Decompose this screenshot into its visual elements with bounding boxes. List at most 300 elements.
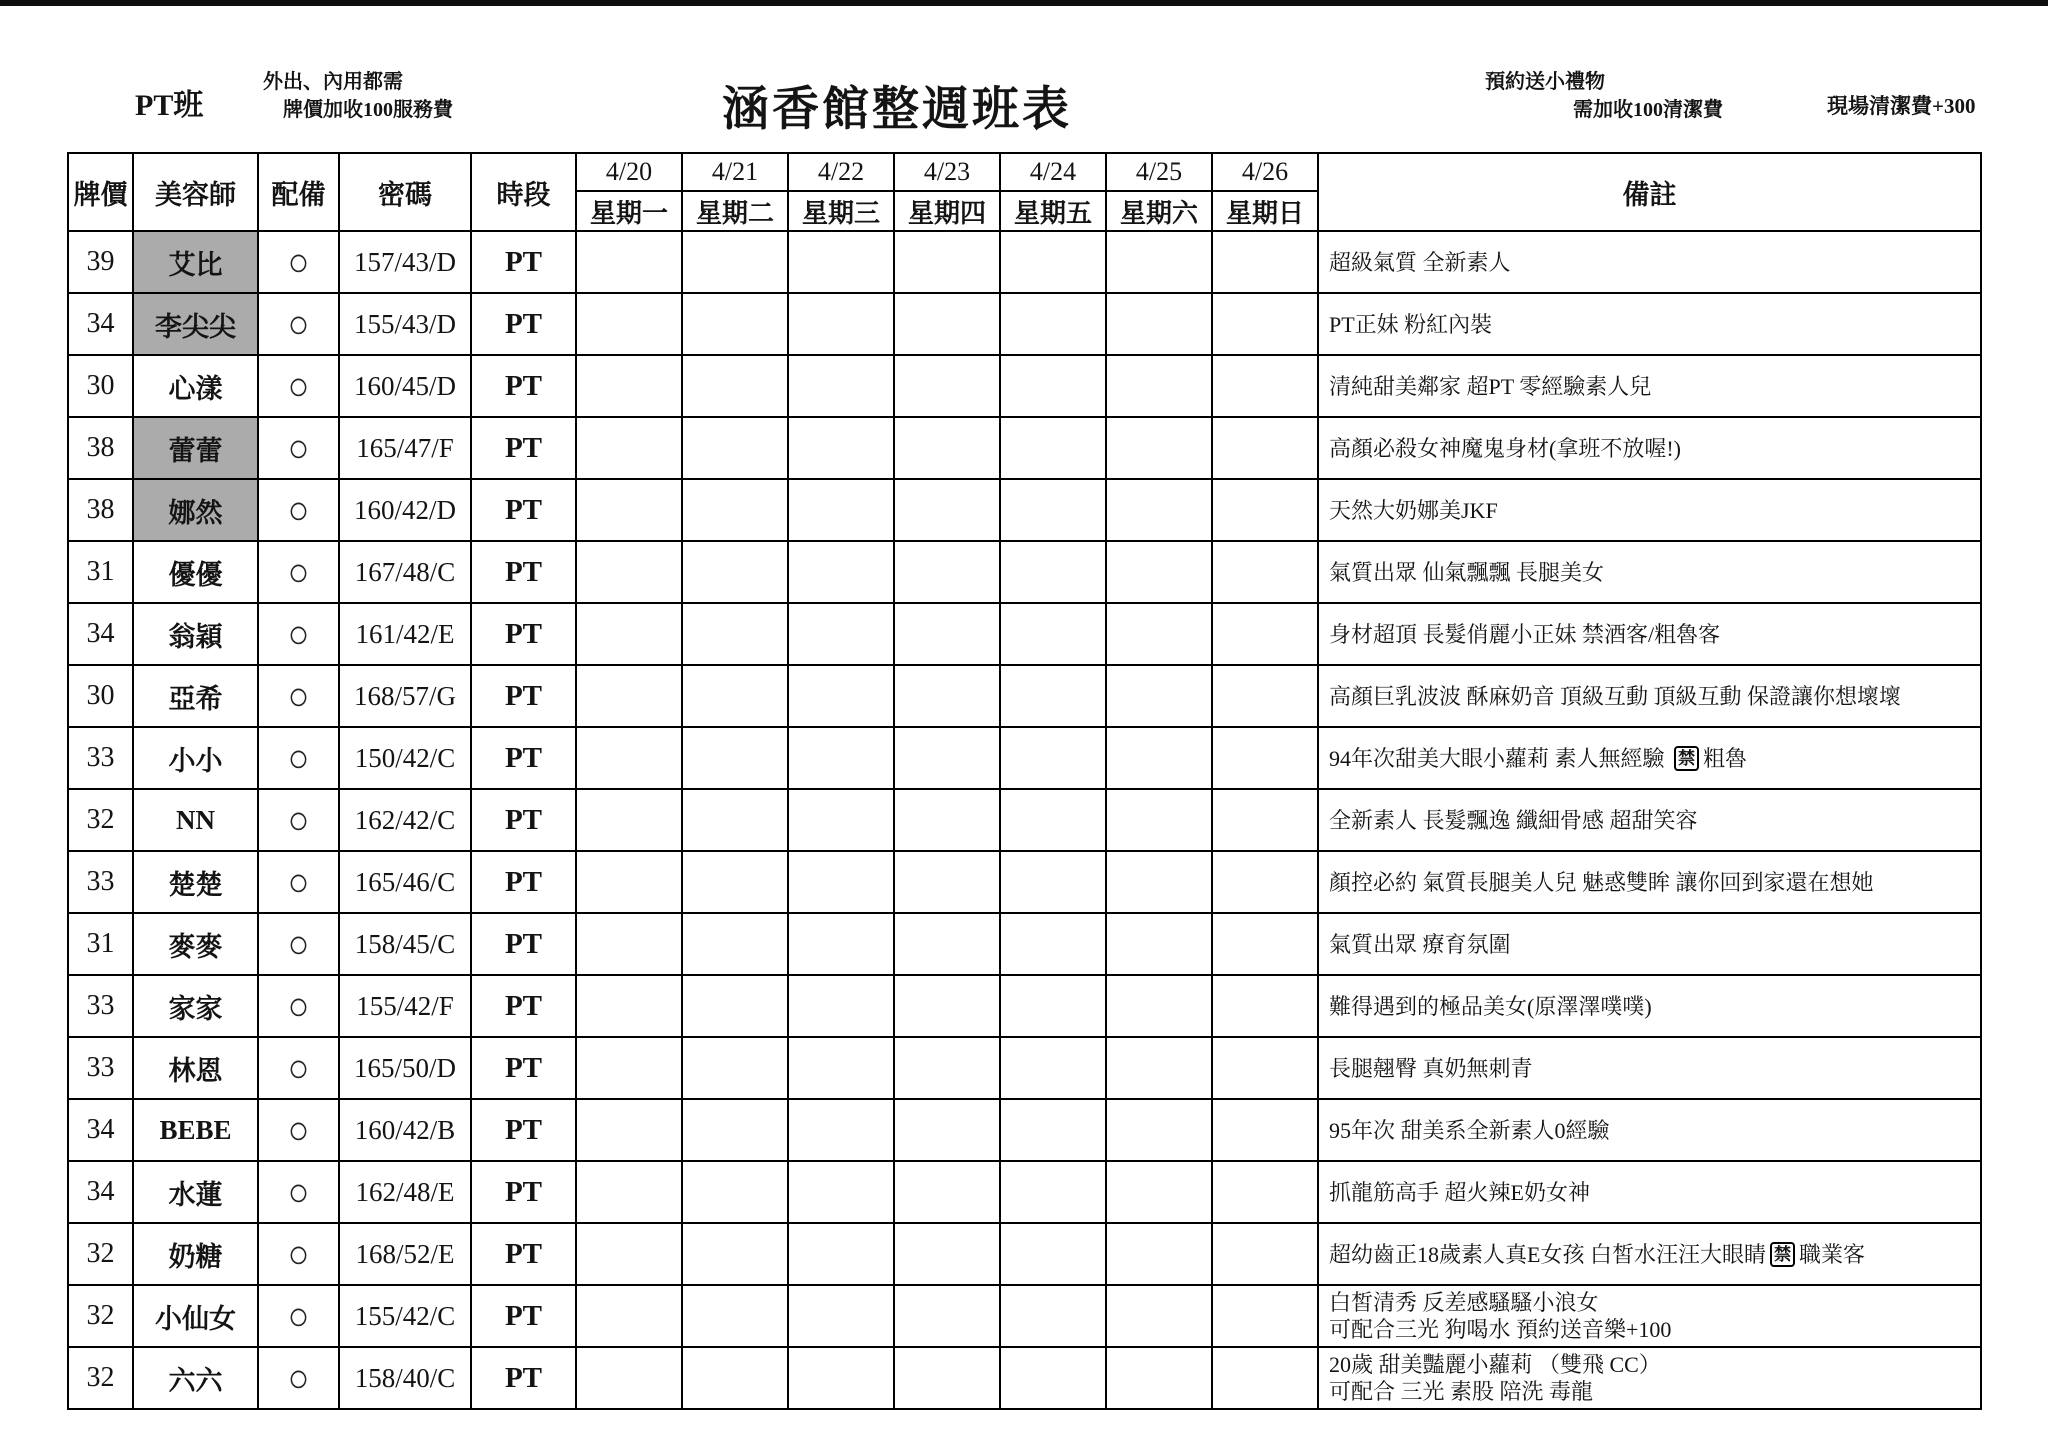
equipment-cell: [258, 1223, 339, 1285]
schedule-cell-4/22: [788, 355, 894, 417]
shift-cell: PT: [471, 603, 576, 665]
weekday-header-星期五: 星期五: [1000, 191, 1106, 231]
schedule-cell-4/24: [1000, 293, 1106, 355]
remark-cell: [1318, 1099, 1981, 1161]
col-header-code: 密碼: [339, 153, 471, 231]
shift-cell: PT: [471, 665, 576, 727]
schedule-cell-4/21: [682, 851, 788, 913]
schedule-cell-4/26: [1212, 355, 1318, 417]
name-cell: 楚楚: [133, 851, 258, 913]
price-cell: 34: [68, 293, 133, 355]
schedule-cell-4/23: [894, 1223, 1000, 1285]
name-cell: 蕾蕾: [133, 417, 258, 479]
date-header-4/26: 4/26: [1212, 153, 1318, 191]
equipment-cell: [258, 727, 339, 789]
schedule-cell-4/22: [788, 1285, 894, 1347]
date-header-4/23: 4/23: [894, 153, 1000, 191]
remark-cell: [1318, 975, 1981, 1037]
service-fee-note-line1: 外出、內用都需: [263, 71, 403, 93]
shift-cell: PT: [471, 355, 576, 417]
remark-line: 氣質出眾 療育氛圍: [1329, 931, 1511, 957]
shift-cell: PT: [471, 417, 576, 479]
remark-line: 95年次 甜美系全新素人0經驗: [1329, 1117, 1610, 1143]
scan-edge-line: [0, 0, 2048, 6]
shift-cell: PT: [471, 789, 576, 851]
schedule-cell-4/23: [894, 975, 1000, 1037]
date-header-4/22: 4/22: [788, 153, 894, 191]
schedule-cell-4/26: [1212, 1037, 1318, 1099]
schedule-cell-4/26: [1212, 479, 1318, 541]
schedule-cell-4/20: [576, 1161, 682, 1223]
schedule-cell-4/21: [682, 293, 788, 355]
equipment-cell: [258, 1347, 339, 1409]
schedule-cell-4/22: [788, 603, 894, 665]
schedule-cell-4/23: [894, 665, 1000, 727]
col-header-beautician: 美容師: [133, 153, 258, 231]
remark-line: 身材超頂 長髮俏麗小正妹 禁酒客/粗魯客: [1329, 621, 1721, 647]
code-cell: 162/48/E: [339, 1161, 471, 1223]
shift-cell: PT: [471, 479, 576, 541]
table-row: [68, 727, 1981, 789]
date-header-4/24: 4/24: [1000, 153, 1106, 191]
schedule-cell-4/21: [682, 417, 788, 479]
equipment-cell: [258, 355, 339, 417]
weekday-header-星期四: 星期四: [894, 191, 1000, 231]
price-cell: 33: [68, 975, 133, 1037]
table-row: [68, 231, 1981, 293]
name-cell: 李尖尖: [133, 293, 258, 355]
date-header-4/20: 4/20: [576, 153, 682, 191]
remark-cell: [1318, 293, 1981, 355]
circle-icon: ○: [287, 859, 310, 905]
circle-icon: ○: [287, 549, 310, 595]
schedule-cell-4/22: [788, 1223, 894, 1285]
remark-cell: [1318, 1037, 1981, 1099]
equipment-cell: [258, 975, 339, 1037]
forbidden-badge-icon: 禁: [1674, 746, 1699, 771]
schedule-cell-4/26: [1212, 1161, 1318, 1223]
name-cell: 小小: [133, 727, 258, 789]
equipment-cell: [258, 479, 339, 541]
schedule-cell-4/24: [1000, 851, 1106, 913]
weekly-schedule-table: [67, 152, 1982, 1410]
remark-cell: [1318, 1223, 1981, 1285]
equipment-cell: [258, 541, 339, 603]
schedule-cell-4/25: [1106, 975, 1212, 1037]
code-cell: 165/47/F: [339, 417, 471, 479]
remark-line: 20歲 甜美豔麗小蘿莉 （雙飛 CC）: [1329, 1352, 1661, 1377]
schedule-cell-4/25: [1106, 603, 1212, 665]
price-cell: 30: [68, 665, 133, 727]
remark-line: 高顏巨乳波波 酥麻奶音 頂級互動 頂級互動 保證讓你想壞壞: [1329, 683, 1902, 709]
circle-icon: ○: [287, 611, 310, 657]
table-row: [68, 1285, 1981, 1347]
schedule-cell-4/25: [1106, 1347, 1212, 1409]
schedule-cell-4/20: [576, 1347, 682, 1409]
remark-line: 氣質出眾 仙氣飄飄 長腿美女: [1329, 559, 1605, 585]
schedule-cell-4/22: [788, 789, 894, 851]
circle-icon: ○: [287, 673, 310, 719]
table-row: [68, 355, 1981, 417]
schedule-cell-4/20: [576, 727, 682, 789]
schedule-cell-4/21: [682, 975, 788, 1037]
schedule-cell-4/21: [682, 789, 788, 851]
table-row: [68, 665, 1981, 727]
remark-line: 全新素人 長髮飄逸 纖細骨感 超甜笑容: [1329, 807, 1698, 833]
name-cell: 林恩: [133, 1037, 258, 1099]
weekday-header-星期日: 星期日: [1212, 191, 1318, 231]
table-row: [68, 1099, 1981, 1161]
name-cell: 麥麥: [133, 913, 258, 975]
schedule-cell-4/20: [576, 293, 682, 355]
schedule-cell-4/25: [1106, 727, 1212, 789]
schedule-cell-4/25: [1106, 665, 1212, 727]
schedule-cell-4/20: [576, 665, 682, 727]
schedule-cell-4/22: [788, 1037, 894, 1099]
schedule-cell-4/24: [1000, 665, 1106, 727]
remark-cell: [1318, 417, 1981, 479]
schedule-cell-4/26: [1212, 293, 1318, 355]
circle-icon: ○: [287, 239, 310, 285]
schedule-cell-4/23: [894, 789, 1000, 851]
shift-cell: PT: [471, 541, 576, 603]
circle-icon: ○: [287, 735, 310, 781]
schedule-cell-4/25: [1106, 479, 1212, 541]
schedule-cell-4/21: [682, 541, 788, 603]
remark-line: 超級氣質 全新素人: [1329, 249, 1511, 275]
table-row: [68, 975, 1981, 1037]
schedule-cell-4/25: [1106, 231, 1212, 293]
schedule-cell-4/24: [1000, 789, 1106, 851]
code-cell: 155/42/C: [339, 1285, 471, 1347]
equipment-cell: [258, 665, 339, 727]
schedule-cell-4/23: [894, 417, 1000, 479]
schedule-cell-4/23: [894, 479, 1000, 541]
schedule-cell-4/21: [682, 727, 788, 789]
schedule-cell-4/22: [788, 851, 894, 913]
price-cell: 32: [68, 1223, 133, 1285]
shift-cell: PT: [471, 1161, 576, 1223]
circle-icon: ○: [287, 301, 310, 347]
schedule-cell-4/23: [894, 541, 1000, 603]
schedule-cell-4/22: [788, 975, 894, 1037]
schedule-cell-4/26: [1212, 541, 1318, 603]
price-cell: 34: [68, 603, 133, 665]
price-cell: 33: [68, 727, 133, 789]
equipment-cell: [258, 851, 339, 913]
schedule-cell-4/21: [682, 1037, 788, 1099]
code-cell: 165/46/C: [339, 851, 471, 913]
schedule-cell-4/22: [788, 1347, 894, 1409]
schedule-cell-4/20: [576, 479, 682, 541]
shift-cell: PT: [471, 1099, 576, 1161]
shift-cell: PT: [471, 851, 576, 913]
code-cell: 155/42/F: [339, 975, 471, 1037]
schedule-cell-4/20: [576, 975, 682, 1037]
schedule-cell-4/23: [894, 293, 1000, 355]
table-row: [68, 479, 1981, 541]
code-cell: 167/48/C: [339, 541, 471, 603]
code-cell: 150/42/C: [339, 727, 471, 789]
schedule-cell-4/24: [1000, 727, 1106, 789]
table-row: [68, 1347, 1981, 1409]
table-row: [68, 1161, 1981, 1223]
table-row: [68, 1223, 1981, 1285]
schedule-cell-4/23: [894, 1037, 1000, 1099]
equipment-cell: [258, 603, 339, 665]
schedule-cell-4/24: [1000, 1347, 1106, 1409]
service-fee-note-line2: 牌價加收100服務費: [283, 99, 453, 121]
schedule-cell-4/25: [1106, 417, 1212, 479]
schedule-cell-4/21: [682, 1223, 788, 1285]
schedule-cell-4/22: [788, 727, 894, 789]
schedule-cell-4/23: [894, 1285, 1000, 1347]
name-cell: 亞希: [133, 665, 258, 727]
table-row: [68, 1037, 1981, 1099]
equipment-cell: [258, 1037, 339, 1099]
schedule-cell-4/22: [788, 1161, 894, 1223]
schedule-cell-4/23: [894, 727, 1000, 789]
schedule-cell-4/24: [1000, 913, 1106, 975]
onsite-cleaning-fee-note: 現場清潔費+300: [1827, 94, 1976, 118]
name-cell: 翁穎: [133, 603, 258, 665]
circle-icon: ○: [287, 1169, 310, 1215]
col-header-remarks: 備註: [1318, 153, 1981, 231]
schedule-cell-4/24: [1000, 1099, 1106, 1161]
code-cell: 157/43/D: [339, 231, 471, 293]
circle-icon: ○: [287, 797, 310, 843]
table-row: [68, 293, 1981, 355]
schedule-cell-4/23: [894, 355, 1000, 417]
date-header-4/21: 4/21: [682, 153, 788, 191]
code-cell: 162/42/C: [339, 789, 471, 851]
schedule-cell-4/23: [894, 913, 1000, 975]
schedule-cell-4/21: [682, 1161, 788, 1223]
schedule-cell-4/21: [682, 479, 788, 541]
shift-cell: PT: [471, 975, 576, 1037]
table-row: [68, 541, 1981, 603]
schedule-cell-4/24: [1000, 355, 1106, 417]
remark-cell: [1318, 913, 1981, 975]
remark-line: 可配合 三光 素股 陪洗 毒龍: [1329, 1379, 1594, 1404]
remark-line: PT正妹 粉紅內裝: [1329, 311, 1493, 337]
service-fee-note: [263, 68, 453, 124]
schedule-cell-4/20: [576, 603, 682, 665]
schedule-cell-4/24: [1000, 479, 1106, 541]
remark-cell: [1318, 603, 1981, 665]
code-cell: 160/42/D: [339, 479, 471, 541]
schedule-cell-4/24: [1000, 231, 1106, 293]
schedule-cell-4/22: [788, 665, 894, 727]
remark-cell: [1318, 789, 1981, 851]
equipment-cell: [258, 293, 339, 355]
schedule-cell-4/20: [576, 1037, 682, 1099]
remark-line: 高顏必殺女神魔鬼身材(拿班不放喔!): [1329, 435, 1681, 461]
shift-cell: PT: [471, 293, 576, 355]
price-cell: 38: [68, 417, 133, 479]
schedule-cell-4/20: [576, 789, 682, 851]
schedule-cell-4/21: [682, 665, 788, 727]
schedule-cell-4/21: [682, 1099, 788, 1161]
shift-cell: PT: [471, 727, 576, 789]
price-cell: 34: [68, 1161, 133, 1223]
code-cell: 161/42/E: [339, 603, 471, 665]
schedule-cell-4/22: [788, 1099, 894, 1161]
schedule-cell-4/25: [1106, 293, 1212, 355]
name-cell: 心漾: [133, 355, 258, 417]
shift-cell: PT: [471, 1347, 576, 1409]
circle-icon: ○: [287, 1045, 310, 1091]
forbidden-badge-icon: 禁: [1770, 1242, 1795, 1267]
schedule-cell-4/23: [894, 231, 1000, 293]
col-header-shift: 時段: [471, 153, 576, 231]
name-cell: 奶糖: [133, 1223, 258, 1285]
remark-cell: [1318, 1161, 1981, 1223]
booking-gift-note-line2: 需加收100清潔費: [1573, 99, 1723, 121]
schedule-cell-4/26: [1212, 789, 1318, 851]
schedule-cell-4/20: [576, 913, 682, 975]
schedule-cell-4/26: [1212, 1223, 1318, 1285]
schedule-cell-4/23: [894, 603, 1000, 665]
schedule-cell-4/20: [576, 231, 682, 293]
name-cell: NN: [133, 789, 258, 851]
schedule-cell-4/26: [1212, 975, 1318, 1037]
schedule-cell-4/25: [1106, 913, 1212, 975]
code-cell: 155/43/D: [339, 293, 471, 355]
circle-icon: ○: [287, 921, 310, 967]
schedule-cell-4/23: [894, 1099, 1000, 1161]
schedule-cell-4/23: [894, 1347, 1000, 1409]
name-cell: 小仙女: [133, 1285, 258, 1347]
name-cell: BEBE: [133, 1099, 258, 1161]
col-header-price: 牌價: [68, 153, 133, 231]
schedule-cell-4/24: [1000, 417, 1106, 479]
price-cell: 31: [68, 913, 133, 975]
code-cell: 165/50/D: [339, 1037, 471, 1099]
schedule-cell-4/22: [788, 541, 894, 603]
price-cell: 38: [68, 479, 133, 541]
price-cell: 31: [68, 541, 133, 603]
shift-cell: PT: [471, 1223, 576, 1285]
remark-line: 清純甜美鄰家 超PT 零經驗素人兒: [1329, 373, 1652, 399]
remark-line: 白皙清秀 反差感騷騷小浪女: [1329, 1290, 1599, 1315]
code-cell: 160/45/D: [339, 355, 471, 417]
class-label: PT班: [135, 89, 204, 122]
weekday-header-星期一: 星期一: [576, 191, 682, 231]
circle-icon: ○: [287, 487, 310, 533]
schedule-cell-4/24: [1000, 603, 1106, 665]
price-cell: 32: [68, 1285, 133, 1347]
name-cell: 六六: [133, 1347, 258, 1409]
remark-cell: [1318, 665, 1981, 727]
schedule-cell-4/21: [682, 603, 788, 665]
equipment-cell: [258, 913, 339, 975]
booking-gift-note: [1485, 68, 1723, 124]
code-cell: 158/45/C: [339, 913, 471, 975]
schedule-cell-4/24: [1000, 1037, 1106, 1099]
circle-icon: ○: [287, 983, 310, 1029]
schedule-cell-4/26: [1212, 417, 1318, 479]
booking-gift-note-line1: 預約送小禮物: [1485, 71, 1605, 93]
remark-line: 顏控必約 氣質長腿美人兒 魅惑雙眸 讓你回到家還在想她: [1329, 869, 1874, 895]
remark-cell: [1318, 727, 1981, 789]
schedule-cell-4/22: [788, 293, 894, 355]
schedule-cell-4/20: [576, 1285, 682, 1347]
remark-line: 長腿翹臀 真奶無刺青: [1329, 1055, 1533, 1081]
circle-icon: ○: [287, 1231, 310, 1277]
equipment-cell: [258, 417, 339, 479]
schedule-cell-4/21: [682, 913, 788, 975]
weekday-header-星期二: 星期二: [682, 191, 788, 231]
schedule-cell-4/26: [1212, 1099, 1318, 1161]
schedule-cell-4/23: [894, 851, 1000, 913]
name-cell: 家家: [133, 975, 258, 1037]
schedule-cell-4/24: [1000, 1285, 1106, 1347]
equipment-cell: [258, 1161, 339, 1223]
schedule-cell-4/25: [1106, 851, 1212, 913]
equipment-cell: [258, 231, 339, 293]
schedule-cell-4/25: [1106, 1161, 1212, 1223]
schedule-cell-4/20: [576, 851, 682, 913]
remark-line: 天然大奶娜美JKF: [1329, 497, 1498, 523]
schedule-cell-4/25: [1106, 541, 1212, 603]
circle-icon: ○: [287, 1355, 310, 1401]
name-cell: 艾比: [133, 231, 258, 293]
schedule-cell-4/22: [788, 417, 894, 479]
remark-line: 抓龍筋高手 超火辣E奶女神: [1329, 1179, 1590, 1205]
schedule-cell-4/25: [1106, 789, 1212, 851]
code-cell: 160/42/B: [339, 1099, 471, 1161]
circle-icon: ○: [287, 363, 310, 409]
name-cell: 優優: [133, 541, 258, 603]
schedule-cell-4/22: [788, 479, 894, 541]
remark-cell: [1318, 479, 1981, 541]
equipment-cell: [258, 1099, 339, 1161]
remark-cell: [1318, 1285, 1981, 1347]
schedule-cell-4/23: [894, 1161, 1000, 1223]
schedule-cell-4/20: [576, 417, 682, 479]
shift-cell: PT: [471, 1037, 576, 1099]
schedule-cell-4/25: [1106, 1223, 1212, 1285]
remark-cell: [1318, 231, 1981, 293]
remark-line: 難得遇到的極品美女(原澤澤噗噗): [1329, 993, 1652, 1019]
schedule-cell-4/20: [576, 1099, 682, 1161]
remark-line: 超幼齒正18歲素人真E女孩 白皙水汪汪大眼睛 禁 職業客: [1329, 1241, 1865, 1267]
remark-line: 94年次甜美大眼小蘿莉 素人無經驗 禁 粗魯: [1329, 745, 1748, 771]
table-row: [68, 417, 1981, 479]
equipment-cell: [258, 1285, 339, 1347]
price-cell: 32: [68, 1347, 133, 1409]
code-cell: 158/40/C: [339, 1347, 471, 1409]
table-row: [68, 603, 1981, 665]
schedule-cell-4/25: [1106, 355, 1212, 417]
schedule-cell-4/25: [1106, 1037, 1212, 1099]
shift-cell: PT: [471, 913, 576, 975]
circle-icon: ○: [287, 1107, 310, 1153]
schedule-cell-4/24: [1000, 541, 1106, 603]
price-cell: 34: [68, 1099, 133, 1161]
shift-cell: PT: [471, 231, 576, 293]
schedule-cell-4/26: [1212, 231, 1318, 293]
remark-cell: [1318, 355, 1981, 417]
price-cell: 39: [68, 231, 133, 293]
remark-cell: [1318, 1347, 1981, 1409]
price-cell: 30: [68, 355, 133, 417]
schedule-cell-4/26: [1212, 851, 1318, 913]
schedule-cell-4/21: [682, 231, 788, 293]
table-row: [68, 851, 1981, 913]
price-cell: 33: [68, 851, 133, 913]
